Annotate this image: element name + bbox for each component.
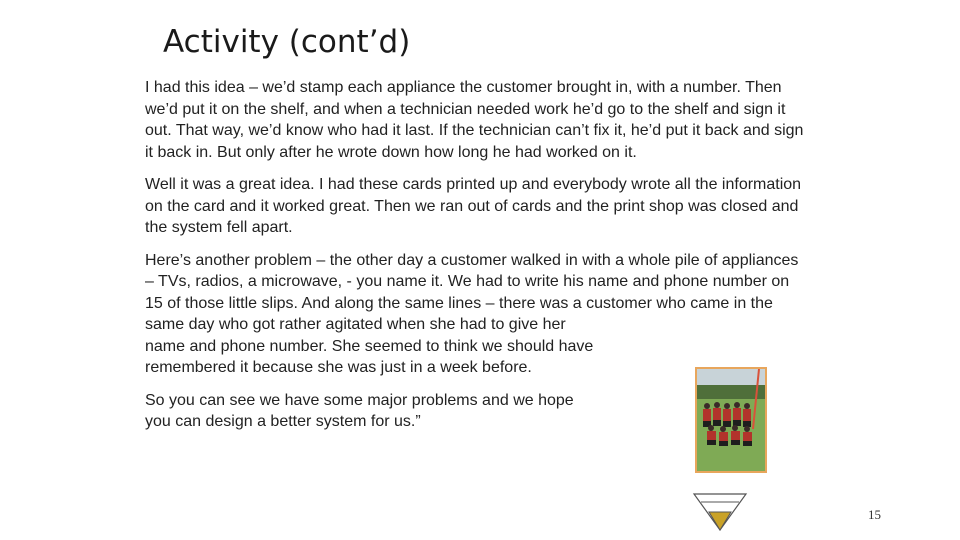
paragraph-conclusion: So you can see we have some major problems and we hope you can design a better system for us.”	[145, 391, 574, 430]
page-number: 15	[868, 507, 881, 522]
paragraph-cards: Well it was a great idea. I had these cards printed up and everybody wrote all the information on the card and it worked great. Then we ran out of cards and the print shop was closed and the system fell apart.	[145, 176, 802, 236]
team-photo	[695, 367, 767, 473]
paragraph-idea: I had this idea – we’d stamp each appliance the customer brought in, with a number. Then we’d put it on the shelf, and when a technician needed work he’d go to the shelf and sign it out. That way, we’d know who had it last. If the technician can’t fix it, he’d put it back and sign it back in. But only after he wrote down how long he had worked on it.	[145, 79, 804, 161]
paragraph-problem: Here’s another problem – the other day a customer walked in with a whole pile of appliances – TVs, radios, a microwave, - you name it. We had to write his name and phone number on 15 of those little slips. And along the same lines – there was a customer who came in the same day who got rather agitated when she had to give her name and phone number. She seemed to think we should have remembered it because she was just in a week before.	[145, 251, 799, 376]
slide-title: Activity (cont’d)	[163, 24, 411, 60]
funnel-icon	[692, 492, 748, 532]
team-photo-illustration	[697, 369, 765, 471]
